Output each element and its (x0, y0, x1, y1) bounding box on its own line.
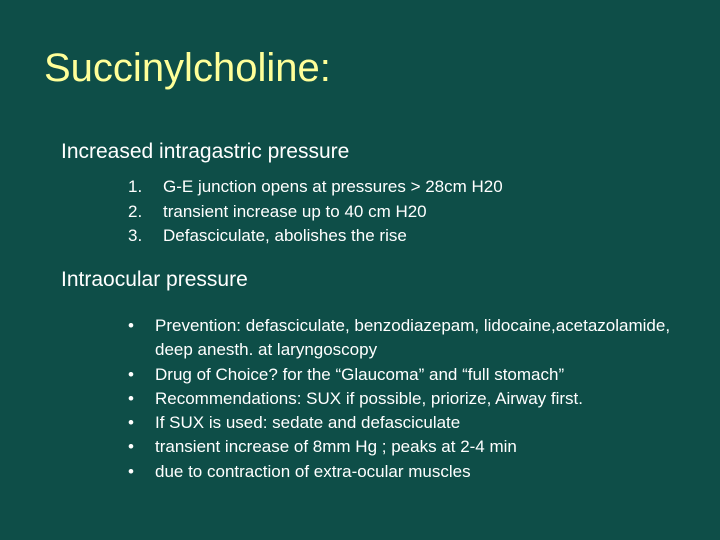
list-item-text: Prevention: defasciculate, benzodiazepam, lidocaine,acetazolamide, deep anesth. at laryngoscopy (155, 316, 671, 360)
list-item (128, 314, 698, 363)
list-item (128, 224, 503, 249)
list-item-text: Defasciculate, abolishes the rise (163, 226, 407, 245)
list-item-text: G-E junction opens at pressures > 28cm H20 (163, 177, 503, 196)
bullet-list (128, 314, 698, 484)
list-number: 1. (128, 177, 143, 196)
list-item (128, 175, 503, 200)
list-item (128, 387, 698, 411)
numbered-list (128, 175, 503, 249)
bullet-icon: • (128, 413, 134, 433)
bullet-icon: • (128, 364, 134, 384)
section-heading-intraocular: Intraocular pressure (61, 268, 248, 291)
list-item (128, 363, 698, 387)
list-number: 3. (128, 226, 143, 245)
list-item (128, 460, 698, 484)
list-number: 2. (128, 201, 143, 221)
list-item (128, 200, 503, 225)
bullet-icon: • (128, 316, 134, 335)
bullet-icon: • (128, 461, 134, 481)
list-item-text: Drug of Choice? for the “Glaucoma” and “full stomach” (155, 364, 565, 384)
list-item-text: due to contraction of extra-ocular muscles (155, 461, 471, 481)
list-item-text: Recommendations: SUX if possible, priorize, Airway first. (155, 388, 583, 408)
list-item-text: transient increase up to 40 cm H20 (163, 201, 427, 221)
list-item (128, 411, 698, 435)
slide-title: Succinylcholine: (44, 46, 331, 90)
list-item-text: transient increase of 8mm Hg ; peaks at 2-4 min (155, 437, 517, 457)
bullet-icon: • (128, 437, 134, 457)
bullet-icon: • (128, 388, 134, 408)
list-item (128, 435, 698, 459)
list-item-text: If SUX is used: sedate and defasciculate (155, 413, 461, 433)
section-heading-intragastric: Increased intragastric pressure (61, 140, 350, 163)
